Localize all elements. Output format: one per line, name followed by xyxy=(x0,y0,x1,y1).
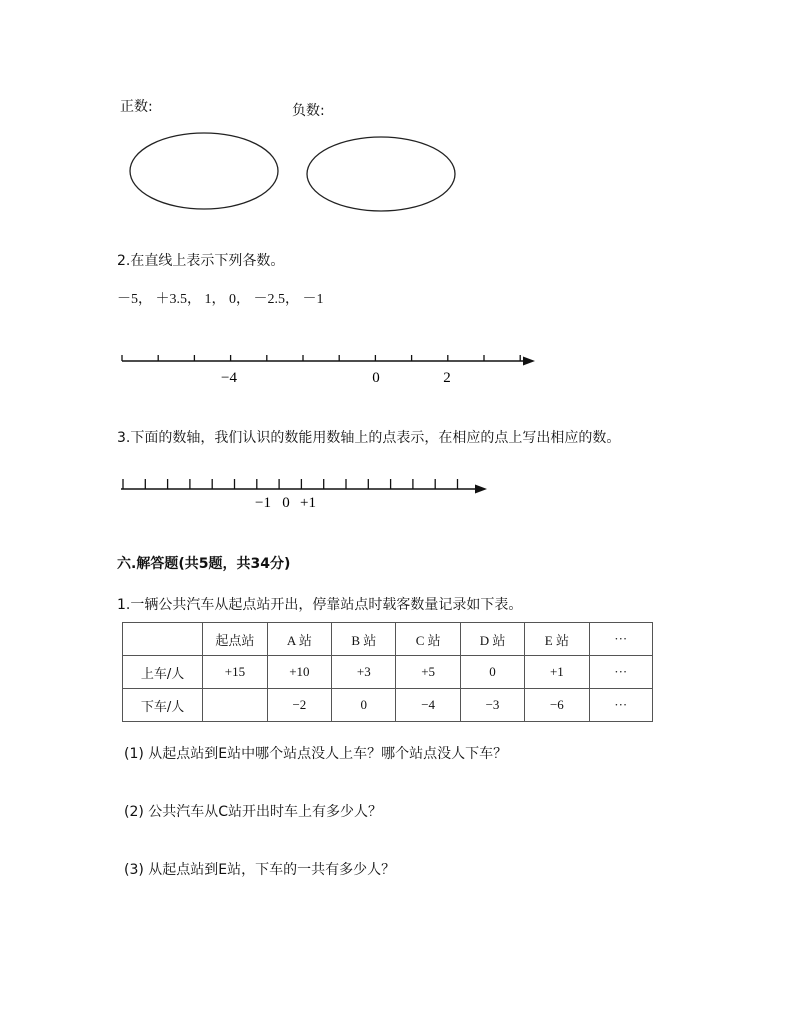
table-cell: ··· xyxy=(589,623,652,656)
passenger-table xyxy=(122,622,653,722)
table-cell: 下车/人 xyxy=(123,689,203,722)
table-cell: −3 xyxy=(460,689,524,722)
table-cell: 上车/人 xyxy=(123,656,203,689)
axis1-label-0: 0 xyxy=(372,370,380,386)
sub-question-2: (2) 公共汽车从C站开出时车上有多少人？ xyxy=(124,804,383,820)
table-header-row xyxy=(123,623,653,656)
axis1-label-2: 2 xyxy=(443,370,451,386)
table-cell: B 站 xyxy=(332,623,396,656)
table-cell xyxy=(123,623,203,656)
number-line-2-ticks xyxy=(123,479,458,489)
table-cell: E 站 xyxy=(525,623,589,656)
table-cell: +1 xyxy=(525,656,589,689)
axis2-label-pos1: +1 xyxy=(300,495,316,511)
table-row xyxy=(123,689,653,722)
number-line-1-ticks xyxy=(122,355,520,361)
arrow-icon xyxy=(523,357,535,366)
q3-text: 3.下面的数轴，我们认识的数能用数轴上的点表示，在相应的点上写出相应的数。 xyxy=(117,430,621,446)
number-line-1 xyxy=(115,348,545,390)
table-cell: +3 xyxy=(332,656,396,689)
negative-label: 负数: xyxy=(292,103,325,119)
table-cell: 起点站 xyxy=(203,623,267,656)
table-cell xyxy=(203,689,267,722)
table-cell: 0 xyxy=(332,689,396,722)
table-cell: +5 xyxy=(396,656,460,689)
q2-text: 2.在直线上表示下列各数。 xyxy=(117,253,285,269)
positive-label: 正数: xyxy=(120,99,153,115)
table-cell: A 站 xyxy=(267,623,331,656)
table-cell: +10 xyxy=(267,656,331,689)
arrow-icon xyxy=(475,485,487,494)
axis1-label-neg4: −4 xyxy=(221,370,237,386)
table-cell: +15 xyxy=(203,656,267,689)
table-cell: C 站 xyxy=(396,623,460,656)
section6-title: 六.解答题(共5题，共34分) xyxy=(117,556,291,572)
axis2-label-neg1: −1 xyxy=(255,495,271,511)
table-cell: ··· xyxy=(589,656,652,689)
q2-numbers: －5， ＋3.5， 1， 0， －2.5， －1 xyxy=(117,292,324,307)
table-row xyxy=(123,656,653,689)
table-cell: −6 xyxy=(525,689,589,722)
table-cell: −4 xyxy=(396,689,460,722)
number-line-2 xyxy=(115,472,495,512)
table-cell: −2 xyxy=(267,689,331,722)
set-ovals xyxy=(125,128,465,218)
positive-set-oval xyxy=(130,133,278,209)
negative-set-oval xyxy=(307,137,455,211)
axis2-label-0: 0 xyxy=(282,495,290,511)
table-cell: 0 xyxy=(460,656,524,689)
sub-question-1: (1) 从起点站到E站中哪个站点没人上车？哪个站点没人下车？ xyxy=(124,746,508,762)
table-cell: ··· xyxy=(589,689,652,722)
sub-question-3: (3) 从起点站到E站，下车的一共有多少人？ xyxy=(124,862,396,878)
p1-text: 1.一辆公共汽车从起点站开出，停靠站点时载客数量记录如下表。 xyxy=(117,597,523,613)
table-cell: D 站 xyxy=(460,623,524,656)
